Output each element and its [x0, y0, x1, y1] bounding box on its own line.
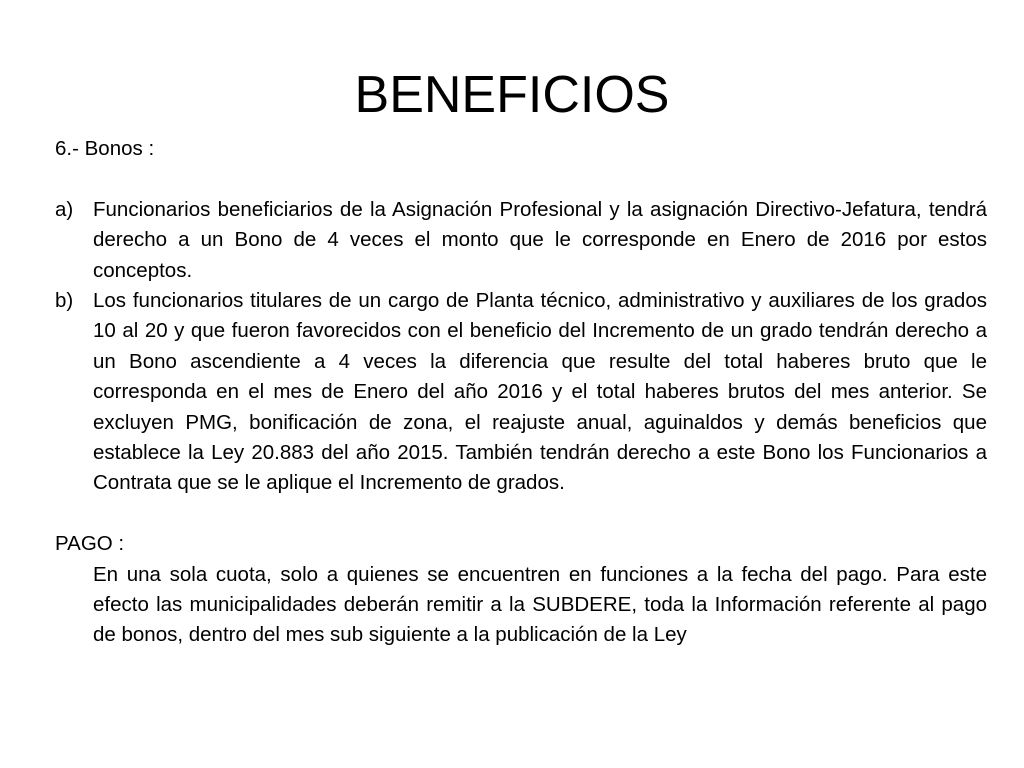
list-item-text: Los funcionarios titulares de un cargo de Planta técnico, administrativo y auxiliares de los grados 10 al 20 y que fueron favorecidos con el beneficio del Incremento de un grado tendrán derecho a un Bono ascendiente a 4 veces la diferencia que resulte del total haberes bruto que le corresponda en el mes de Enero del año 2016 y el total haberes brutos del mes anterior. Se excluyen PMG, bonificación de zona, el reajuste anual, aguinaldos y demás beneficios que establece la Ley 20.883 del año 2015. También tendrán derecho a este Bono los Funcionarios a Contrata que se le aplique el Incremento de grados. [93, 289, 987, 495]
payment-heading: PAGO : [55, 532, 125, 556]
slide-body [55, 134, 987, 651]
list-item [55, 195, 987, 286]
list-item [55, 286, 987, 499]
list-item-text: Funcionarios beneficiarios de la Asignación Profesional y la asignación Directivo-Jefatura, tendrá derecho a un Bono de 4 veces el monto que le corresponde en Enero de 2016 por estos conceptos. [93, 197, 987, 282]
spacer [55, 499, 987, 529]
slide-title: BENEFICIOS [354, 66, 670, 124]
list-marker: a) [55, 197, 74, 221]
list-marker: b) [55, 289, 74, 313]
section-heading: 6.- Bonos : [55, 137, 155, 160]
payment-text: En una sola cuota, solo a quienes se encuentren en funciones a la fecha del pago. Para este efecto las municipalidades deberán remitir a la SUBDERE, toda la Información referente al pago de bonos, dentro del mes sub siguiente a la publicación de la Ley [93, 562, 987, 647]
spacer [55, 164, 987, 194]
